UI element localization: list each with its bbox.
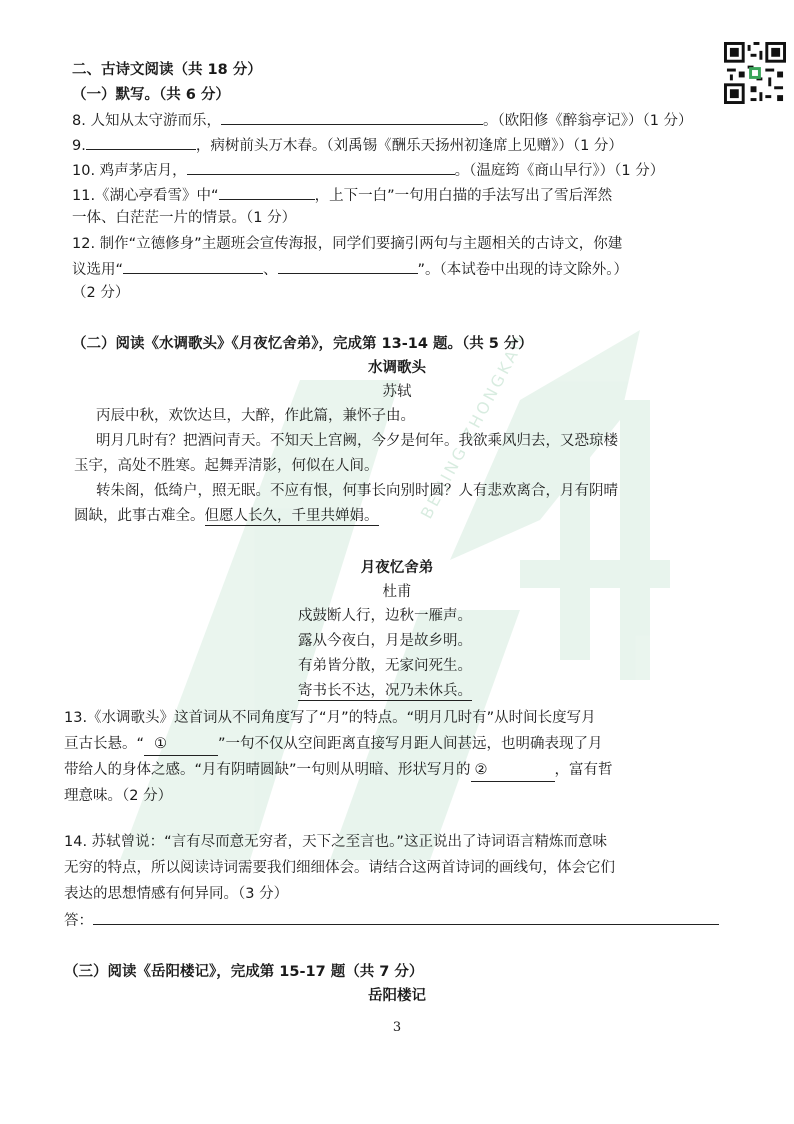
question-9: [72, 135, 623, 156]
q12-answer-blank-1[interactable]: [123, 259, 263, 274]
poem1-title: 水调歌头: [368, 359, 426, 376]
q13-text-a: 亘古长悬。“: [64, 736, 145, 752]
qr-code-icon: [724, 42, 786, 104]
poem2-author: 杜甫: [382, 584, 412, 600]
q13-answer-blank-2[interactable]: [471, 760, 555, 782]
poem1-para2-line2: [74, 506, 379, 526]
question-11: [72, 185, 612, 206]
answer-label: 答：: [64, 913, 93, 929]
q9-answer-blank[interactable]: [86, 135, 196, 150]
poem1-para2-line1: 转朱阁，低绮户，照无眠。不应有恨，何事长向别时圆？人有悲欢离合，月有阴晴: [96, 483, 618, 499]
part2-heading: （二）阅读《水调歌头》《月夜忆舍弟》，完成第 13-14 题。（共 5 分）: [72, 336, 533, 352]
section-heading: 二、古诗文阅读（共 18 分）: [72, 62, 262, 78]
q12-text-a: 议选用“: [72, 262, 124, 278]
poem2-title: 月夜忆舍弟: [360, 559, 434, 576]
poem1-para2-text: 圆缺，此事古难全。: [74, 508, 205, 524]
part3-heading: （三）阅读《岳阳楼记》，完成第 15-17 题（共 7 分）: [64, 964, 424, 980]
watermark-text: BEIJING ZHONGKAO: [416, 330, 531, 522]
q13-text-b: ”一句不仅从空间距离直接写月距人间甚远，也明确表现了月: [218, 736, 603, 752]
q13-mark-1: ①: [154, 736, 168, 752]
q11-line2: 一体、白茫茫一片的情景。（1 分）: [72, 210, 297, 226]
q10-text-end: 。（温庭筠《商山早行》）（1 分）: [454, 163, 665, 179]
q13-line1: 13.《水调歌头》这首词从不同角度写了“月”的特点。“明月几时有”从时间长度写月: [64, 710, 596, 726]
q14-line3: 表达的思想情感有何异同。（3 分）: [64, 886, 289, 902]
q10-answer-blank[interactable]: [187, 160, 455, 175]
q14-line2: 无穷的特点，所以阅读诗词需要我们细细体会。请结合这两首诗词的画线句，体会它们: [64, 860, 615, 876]
q12-text-b: 、: [263, 262, 278, 278]
q12-line1: 12. 制作“立德修身”主题班会宣传海报，同学们要摘引两句与主题相关的古诗文，你建: [72, 236, 623, 252]
q11-text-start: 11.《湖心亭看雪》中“: [72, 188, 219, 204]
q11-text-end: ，上下一白”一句用白描的手法写出了雪后浑然: [314, 188, 613, 204]
poem1-para1-line1: 明月几时有？把酒问青天。不知天上宫阙，今夕是何年。我欲乘风归去，又恐琼楼: [96, 433, 618, 449]
poem2-line: 有弟皆分散，无家问死生。: [298, 658, 472, 674]
q8-text-end: 。（欧阳修《醉翁亭记》）（1 分）: [482, 113, 693, 129]
question-8: [72, 110, 693, 131]
q12-line2: [72, 259, 628, 280]
q9-text-end: ，病树前头万木春。（刘禹锡《酬乐天扬州初逢席上见赠》）（1 分）: [195, 138, 623, 154]
part1-heading: （一）默写。（共 6 分）: [72, 87, 230, 103]
q14-line1: 14. 苏轼曾说：“言有尽而意无穷者，天下之至言也。”这正说出了诗词语言精炼而意味: [64, 834, 607, 850]
q8-answer-blank[interactable]: [221, 110, 483, 125]
q12-answer-blank-2[interactable]: [278, 259, 418, 274]
page-number: 3: [392, 1020, 402, 1035]
q11-answer-blank[interactable]: [219, 185, 315, 200]
poem2-underlined-line: [298, 681, 472, 701]
q8-text-start: 8. 人知从太守游而乐，: [72, 113, 221, 129]
poem1-author: 苏轼: [382, 384, 412, 400]
q9-number: 9.: [72, 138, 86, 154]
q12-text-c: ”。（本试卷中出现的诗文除外。）: [417, 262, 629, 278]
question-10: [72, 160, 664, 181]
q13-answer-blank-1[interactable]: [144, 734, 218, 756]
poem1-preface: 丙辰中秋，欢饮达旦，大醉，作此篇，兼怀子由。: [96, 408, 415, 424]
q13-line2: [64, 734, 603, 756]
poem2-line: 戍鼓断人行，边秋一雁声。: [298, 608, 472, 624]
q13-mark-2: ②: [474, 762, 488, 778]
q13-line3: [64, 760, 613, 782]
poem2-last-line: 寄书长不达，况乃未休兵。: [298, 683, 472, 699]
q12-line3: （2 分）: [72, 285, 130, 301]
q10-text-start: 10. 鸡声茅店月，: [72, 163, 187, 179]
q14-answer-line[interactable]: [93, 910, 719, 925]
poem2-line: 露从今夜白，月是故乡明。: [298, 633, 472, 649]
q13-text-c: 带给人的身体之感。“月有阴晴圆缺”一句则从明暗、形状写月的: [64, 762, 471, 778]
poem1-para1-line2: 玉宇，高处不胜寒。起舞弄清影，何似在人间。: [74, 458, 379, 474]
q13-text-d: ，富有哲: [554, 762, 613, 778]
q14-answer-row: [64, 910, 719, 931]
part3-title: 岳阳楼记: [368, 987, 426, 1004]
q13-line4: 理意味。（2 分）: [64, 788, 173, 804]
poem1-underlined-line: 但愿人长久，千里共婵娟。: [204, 508, 379, 524]
